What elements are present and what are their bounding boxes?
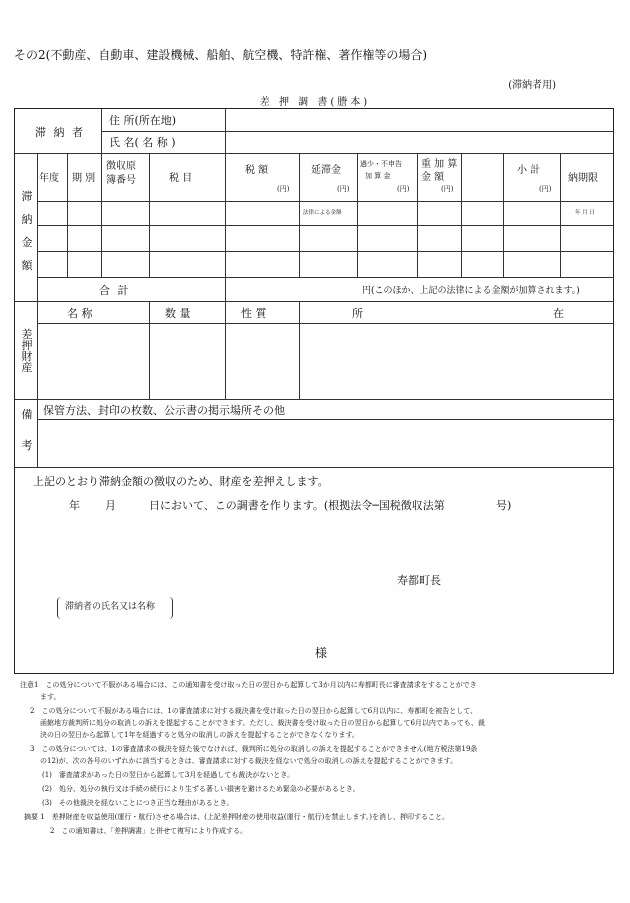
col-item: 税 目 [169,173,193,184]
date-rest: 日において、この調書を作ります。(根拠法令─国税徴収法第 [149,499,445,512]
property-nature: 性 質 [241,307,267,320]
yen-underreport: (円) [397,185,410,193]
col-year: 年度 [39,173,59,184]
note-3-cont: の12)が、次の各号のいずれかに該当するときは、審査請求に対する裁決を経ないで処分の取消しの訴えを提起することができます。 [40,757,458,765]
note-3-item-1: (1) 審査請求があった日の翌日から起算して3月を経過しても裁決がないとき。 [42,771,295,779]
taxpayer-name-label: 滞納者の氏名又は名称 [65,602,156,612]
amount-section-label: 滞 納 金 額 [21,190,33,272]
col-delinquency: 延滞金 [311,165,341,176]
address-label: 住 所(所在地) [109,114,177,127]
col-ledger-2: 簿番号 [106,175,136,186]
summary-1: 摘要 1 差押財産を収益使用(運行・航行)させる場合は、(上記差押財産の使用収益(運行・航行)を禁止します。)を消し、押印すること。 [24,813,450,821]
note-3-item-3: (3) その他裁決を経ないことにつき正当な理由があるとき。 [42,799,234,807]
issuer: 寿都町長 [397,574,441,587]
property-name: 名 称 [67,307,93,320]
taxpayer-label: 滞 納 者 [35,126,85,139]
name-label: 氏 名( 名 称 ) [109,136,176,149]
col-heavy-1: 重 加 算 [421,159,458,170]
col-period: 期 別 [72,173,96,184]
col-underreport-2: 加 算 金 [365,172,391,180]
col-ledger-1: 徴収原 [106,161,136,172]
total-note: 円(このほか、上記の法律による金額が加算されます。) [362,286,580,296]
deadline-date: 年 月 日 [575,210,595,216]
yen-delinquency: (円) [337,185,350,193]
total-label: 合 計 [99,284,131,297]
col-subtotal: 小 計 [517,165,541,176]
col-underreport-1: 過少・不申告 [360,160,402,168]
remarks-text: 保管方法、封印の枚数、公示書の掲示場所その他 [43,404,285,417]
form-title: 差 押 調 書(謄本) [259,97,371,108]
note-2: 2 この処分について不服がある場合には、1の審査請求に対する裁決書を受け取った日の翌日から起算して6月以内に、寿都町を被告として、 [30,707,478,715]
note-3-item-2: (2) 処分、処分の執行又は手続の続行により生ずる著しい損害を避けるため緊急の必要があるとき。 [42,785,360,793]
note-2-cont-1: 函館地方裁判所に処分の取消しの訴えを提起することができます。ただし、裁決書を受け取った日の翌日から起算して6月以内であっても、裁 [40,719,485,727]
seizure-record-form [14,108,614,674]
col-deadline: 納期限 [568,173,598,184]
legal-amount-note: 法律による金額 [303,210,342,216]
remarks-section-label: 備 考 [21,408,33,452]
yen-heavy: (円) [441,185,454,193]
col-tax: 税 額 [245,165,269,176]
form-header: その2(不動産、自動車、建設機械、船舶、航空機、特許権、著作権等の場合) [14,48,428,62]
copy-label: (滞納者用) [508,80,556,91]
yen-subtotal: (円) [539,185,552,193]
summary-2: 2 この通知書は、「差押調書」と併せて複写により作成する。 [50,827,247,835]
note-1-cont: ます。 [40,693,61,701]
yen-tax: (円) [277,185,290,193]
note-1: 注意1 この処分について不服がある場合には、この通知書を受け取った日の翌日から起算して3か月以内に寿都町長に審査請求をすることができ [20,681,477,689]
date-month: 月 [105,499,116,512]
property-quantity: 数 量 [165,307,191,320]
note-2-cont-2: 決の日の翌日から起算して1年を経過すると処分の取消しの訴えを提起することができなくなります。 [40,731,359,739]
property-location-right: 在 [553,307,564,320]
date-year: 年 [69,499,80,512]
property-location-left: 所 [352,307,363,320]
col-heavy-2: 金 額 [421,172,445,183]
article-suffix: 号) [496,499,512,512]
property-section-label: 差 押 財 産 [21,328,33,374]
note-3: 3 この処分については、1の審査請求の裁決を経た後でなければ、裁判所に処分の取消しの訴えを提起することができません(地方税法第19条 [30,745,478,753]
statement-line: 上記のとおり滞納金額の徴収のため、財産を差押えします。 [33,475,329,488]
honorific: 様 [315,646,328,660]
